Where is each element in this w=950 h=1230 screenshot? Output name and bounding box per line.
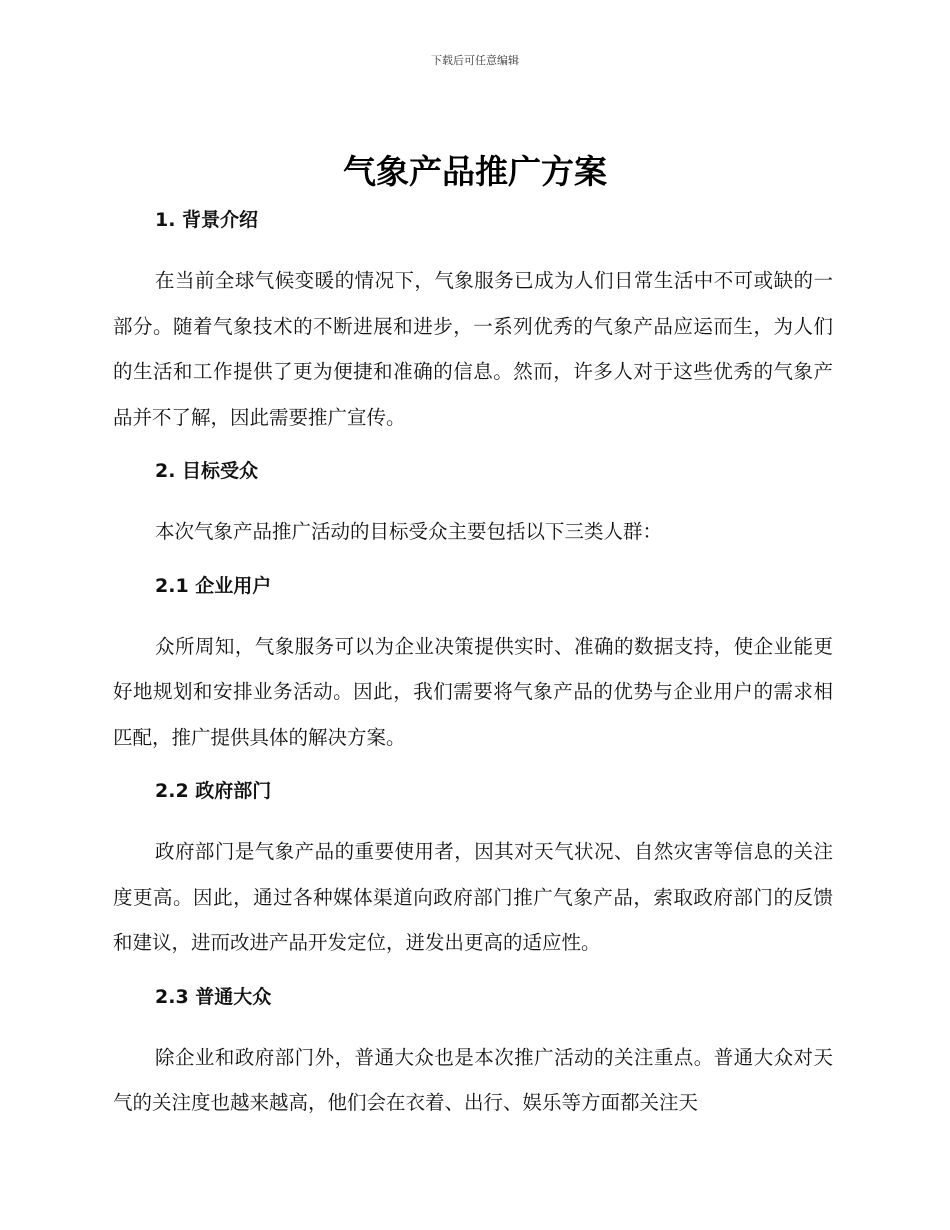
paragraph-enterprise-users: 众所周知，气象服务可以为企业决策提供实时、准确的数据支持，使企业能更好地规划和安排业务活动。因此，我们需要将气象产品的优势与企业用户的需求相匹配，推广提供具体的解决方案。 <box>113 634 833 749</box>
section-heading-background: 1. 背景介绍 <box>155 209 259 231</box>
paragraph-background: 在当前全球气候变暖的情况下，气象服务已成为人们日常生活中不可或缺的一部分。随着气象技术的不断进展和进步，一系列优秀的气象产品应运而生，为人们的生活和工作提供了更为便捷和准确的信息。然而，许多人对于这些优秀的气象产品并不了解，因此需要推广宣传。 <box>113 269 833 429</box>
document-title: 气象产品推广方案 <box>343 152 607 191</box>
page-header-note: 下载后可任意编辑 <box>431 54 519 67</box>
document-body <box>113 203 833 1126</box>
section-heading-general-public: 2.3 普通大众 <box>155 985 272 1008</box>
paragraph-government: 政府部门是气象产品的重要使用者，因其对天气状况、自然灾害等信息的关注度更高。因此，通过各种媒体渠道向政府部门推广气象产品，索取政府部门的反馈和建议，进而改进产品开发定位，迸发出更高的适应性。 <box>113 840 833 954</box>
section-heading-government: 2.2 政府部门 <box>155 780 272 802</box>
section-heading-target-audience: 2. 目标受众 <box>155 460 259 482</box>
paragraph-target-audience: 本次气象产品推广活动的目标受众主要包括以下三类人群： <box>155 520 663 543</box>
paragraph-general-public: 除企业和政府部门外，普通大众也是本次推广活动的关注重点。普通大众对天气的关注度也越来越高，他们会在衣着、出行、娱乐等方面都关注天 <box>113 1045 833 1114</box>
section-heading-enterprise-users: 2.1 企业用户 <box>155 574 272 597</box>
